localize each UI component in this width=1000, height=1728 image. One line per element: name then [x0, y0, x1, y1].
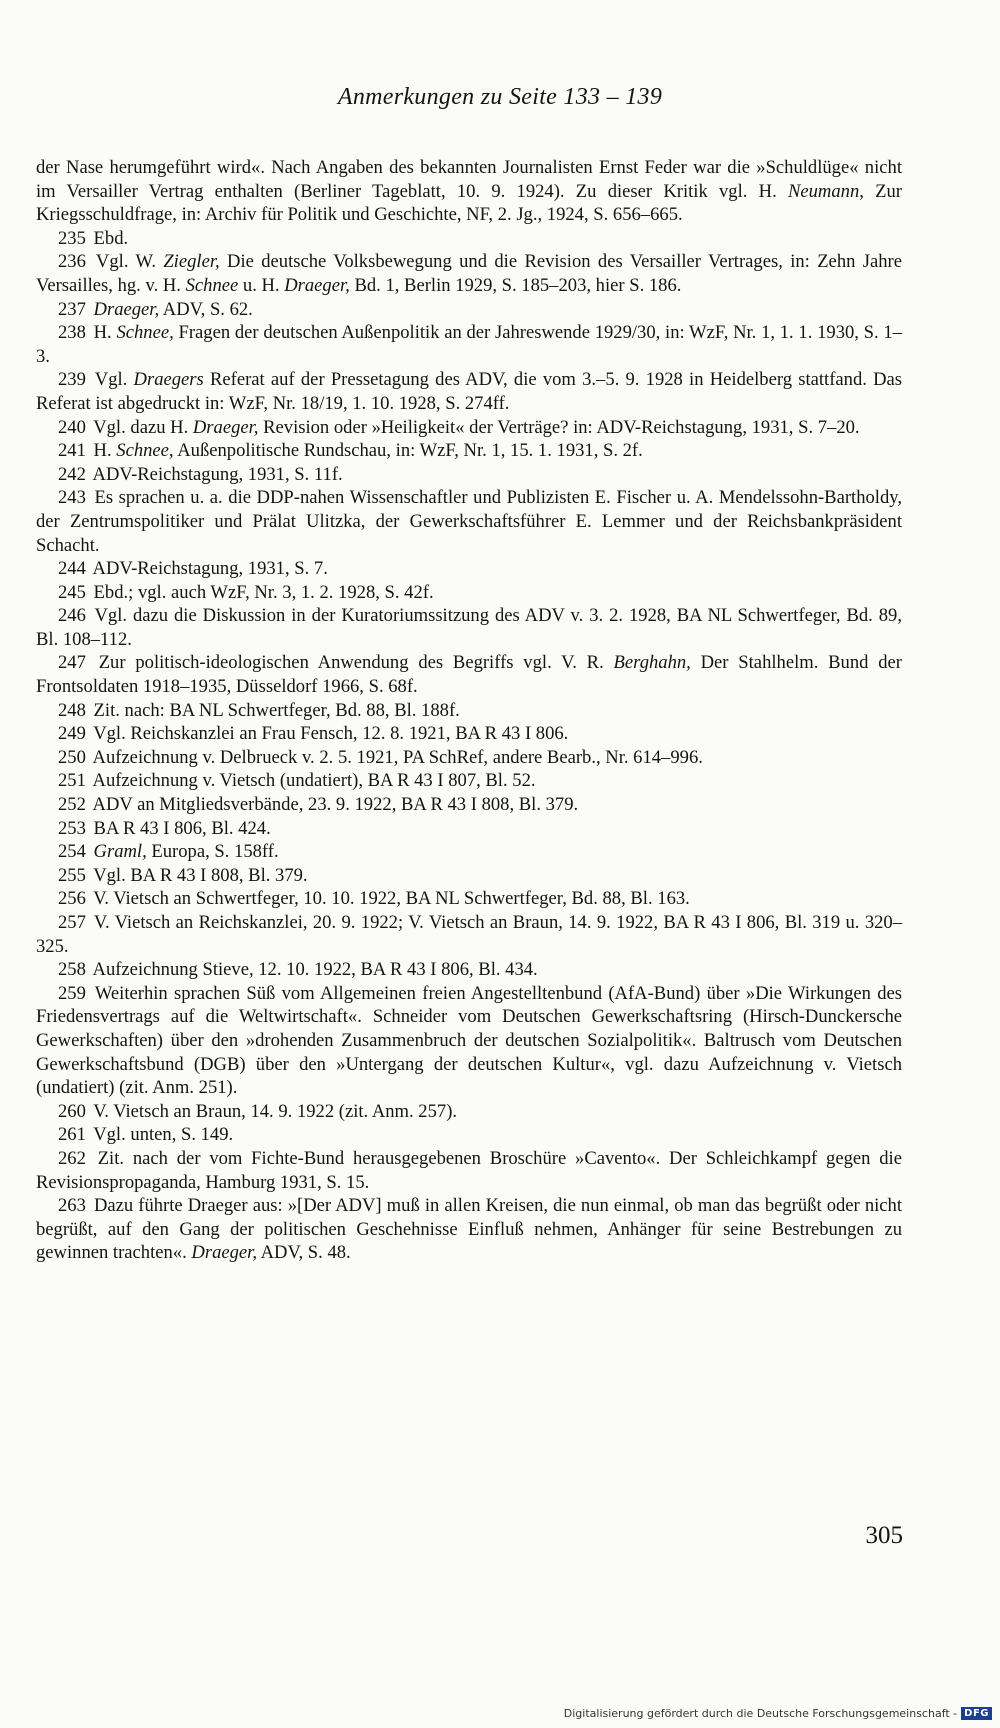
- endnote-text: H.: [93, 322, 117, 344]
- endnote-number: 258: [58, 959, 86, 981]
- endnote: [36, 416, 902, 440]
- endnote: [36, 557, 902, 581]
- endnote-number: 237: [58, 298, 86, 320]
- endnote-text: Aufzeichnung Stieve, 12. 10. 1922, BA R 43 I 806, Bl. 434.: [92, 959, 538, 981]
- endnote-author-italic: Draeger,: [284, 274, 350, 296]
- endnote-text: Vgl. unten, S. 149.: [93, 1124, 234, 1146]
- endnote-text: Zit. nach: BA NL Schwertfeger, Bd. 88, Bl. 188f.: [93, 699, 460, 721]
- endnote-text: Fragen der deutschen Außenpolitik an der Jahreswende 1929/30, in: WzF, Nr. 1, 1. 1. 1930, S. 1–3.: [36, 322, 902, 367]
- endnote-text: ADV an Mitgliedsverbände, 23. 9. 1922, BA R 43 I 808, Bl. 379.: [92, 794, 579, 816]
- endnote-text: BA R 43 I 806, Bl. 424.: [93, 817, 271, 839]
- endnote-text: Es sprachen u. a. die DDP-nahen Wissenschaftler und Publizisten E. Fischer u. A. Mendelssohn-Bartholdy, der Zentrumspolitiker und Prälat Ulitzka, der Gewerkschaftsführer E. Lemmer und der Reichsbankpräsident Schacht.: [36, 487, 902, 556]
- endnote-text: ADV, S. 48.: [257, 1242, 351, 1264]
- endnote-text: Vgl. dazu H.: [93, 416, 193, 438]
- endnote-number: 245: [58, 581, 86, 603]
- endnote-number: 247: [58, 652, 86, 674]
- endnote-number: 252: [58, 794, 86, 816]
- endnote-number: 246: [58, 605, 86, 627]
- endnote-text: Revision oder »Heiligkeit« der Verträge? in: ADV-Reichstagung, 1931, S. 7–20.: [258, 416, 860, 438]
- endnote-text: Vgl. Reichskanzlei an Frau Fensch, 12. 8. 1921, BA R 43 I 806.: [93, 723, 569, 745]
- endnote-author-italic: Draegers: [133, 369, 204, 391]
- endnote-author-italic: Graml,: [93, 841, 147, 863]
- endnote: [36, 911, 902, 958]
- endnote-text: Bd. 1, Berlin 1929, S. 185–203, hier S. 186.: [349, 274, 682, 296]
- endnote: [36, 604, 902, 651]
- endnote: [36, 817, 902, 841]
- endnote-author-italic: Draeger,: [93, 298, 160, 320]
- endnote-number: 236: [58, 251, 86, 273]
- endnote-number: 249: [58, 723, 86, 745]
- endnote: [36, 486, 902, 557]
- endnote: [36, 746, 902, 770]
- endnote: [36, 227, 902, 251]
- endnote-author-italic: Draeger,: [191, 1242, 257, 1264]
- endnote-text: Vgl. W.: [95, 251, 164, 273]
- digitization-footer: [564, 1707, 992, 1720]
- endnote-number: 235: [58, 227, 86, 249]
- endnote-text: Dazu führte Draeger aus: »[Der ADV] muß in allen Kreisen, die nun einmal, ob man das begrüßt oder nicht begrüßt, auf den Gang der politischen Geschehnisse Einfluß nehmen, Anhänger für seine Bestrebungen zu gewinnen trachten«.: [36, 1195, 902, 1264]
- dfg-logo: DFG: [961, 1707, 992, 1720]
- endnote: [36, 321, 902, 368]
- endnote-number: 262: [58, 1147, 86, 1169]
- endnote-text: Vgl. BA R 43 I 808, Bl. 379.: [93, 864, 308, 886]
- endnote-text: ADV-Reichstagung, 1931, S. 7.: [92, 558, 328, 580]
- endnote-number: 238: [58, 322, 86, 344]
- endnote-author-italic: Draeger,: [192, 416, 259, 438]
- endnote-text: V. Vietsch an Schwertfeger, 10. 10. 1922, BA NL Schwertfeger, Bd. 88, Bl. 163.: [93, 888, 690, 910]
- endnote-text: Ebd.: [93, 227, 129, 249]
- endnote-text: V. Vietsch an Braun, 14. 9. 1922 (zit. Anm. 257).: [93, 1100, 458, 1122]
- endnote-author-italic: Schnee,: [116, 440, 174, 462]
- endnote-text: Aufzeichnung v. Delbrueck v. 2. 5. 1921, PA SchRef, andere Bearb., Nr. 614–996.: [92, 746, 703, 768]
- endnote-text: ADV, S. 62.: [159, 298, 253, 320]
- endnote: [36, 298, 902, 322]
- endnote-number: 244: [58, 558, 86, 580]
- endnote-text: Außenpolitische Rundschau, in: WzF, Nr. 1, 15. 1. 1931, S. 2f.: [173, 440, 643, 462]
- endnotes-list: [36, 156, 902, 1265]
- endnote: [36, 581, 902, 605]
- endnote: [36, 864, 902, 888]
- endnote: [36, 463, 902, 487]
- endnote-text: Weiterhin sprachen Süß vom Allgemeinen freien Angestelltenbund (AfA-Bund) über »Die Wirkungen des Friedensvertrags auf die Weltwirtschaft«. Schneider vom Deutschen Gewerkschaftsring (Hirsch-Dunckersche Gewerkschaften) über den »drohenden Zusammenbruch der deutschen Sozialpolitik«. Baltrusch vom Deutschen Gewerkschaftsbund (DGB) über den »Untergang der deutschen Kultur«, vgl. dazu Aufzeichnung v. Vietsch (undatiert) (zit. Anm. 251).: [36, 982, 903, 1099]
- endnote: [36, 1194, 902, 1265]
- endnote-number: 253: [58, 817, 86, 839]
- endnote: [36, 769, 902, 793]
- endnote-author-italic: Berghahn,: [613, 652, 691, 674]
- endnote: [36, 958, 902, 982]
- endnote-text: Der Stahlhelm. Bund der Frontsoldaten 1918–1935, Düsseldorf 1966, S. 68f.: [36, 652, 902, 698]
- endnote-number: 261: [58, 1124, 86, 1146]
- running-header: Anmerkungen zu Seite 133 – 139: [337, 84, 663, 110]
- endnote: [36, 250, 902, 297]
- endnote-number: 248: [58, 699, 86, 721]
- endnote-number: 254: [58, 841, 86, 863]
- endnote-number: 250: [58, 746, 86, 768]
- endnote-number: 241: [58, 440, 86, 462]
- endnote-text: Vgl. dazu die Diskussion in der Kuratoriumssitzung des ADV v. 3. 2. 1928, BA NL Schwertfeger, Bd. 89, Bl. 108–112.: [36, 605, 902, 650]
- endnote-text: Aufzeichnung v. Vietsch (undatiert), BA R 43 I 807, Bl. 52.: [92, 770, 536, 792]
- endnote-author-italic: Schnee,: [116, 322, 174, 344]
- endnote: [36, 1100, 902, 1124]
- endnote-text: Zur politisch-ideologischen Anwendung des Begriffs vgl. V. R.: [98, 652, 614, 674]
- endnote-number: 257: [58, 912, 86, 933]
- endnote-number: 255: [58, 864, 86, 886]
- endnote-text: Europa, S. 158ff.: [146, 841, 279, 863]
- endnote-number: 239: [58, 369, 86, 391]
- footer-credit: Digitalisierung gefördert durch die Deutsche Forschungsgemeinschaft -: [563, 1707, 958, 1720]
- endnote-text: Referat auf der Pressetagung des ADV, die vom 3.–5. 9. 1928 in Heidelberg stattfand. Das Referat ist abgedruckt in: WzF, Nr. 18/19, 1. 10. 1928, S. 274ff.: [36, 369, 903, 414]
- endnote: [36, 439, 902, 463]
- endnote: [36, 793, 902, 817]
- endnote-author-italic: Neumann,: [787, 180, 864, 202]
- endnote: [36, 840, 902, 864]
- endnote: [36, 156, 902, 227]
- endnote-number: 256: [58, 888, 86, 910]
- endnote: [36, 887, 902, 911]
- endnote-text: u. H.: [238, 274, 285, 296]
- endnote: [36, 1147, 902, 1194]
- endnote-text: Vgl.: [94, 369, 134, 391]
- endnote-number: 242: [58, 463, 86, 485]
- endnote-text: der Nase herumgeführt wird«. Nach Angaben des bekannten Journalisten Ernst Feder war die »Schuldlüge« nicht im Versailler Vertrag enthalten (Berliner Tageblatt, 10. 9. 1924). Zu dieser Kritik vgl. H.: [36, 157, 902, 202]
- endnote: [36, 699, 902, 723]
- endnote: [36, 1123, 902, 1147]
- endnote-text: Ebd.; vgl. auch WzF, Nr. 3, 1. 2. 1928, S. 42f.: [93, 581, 434, 603]
- page-number: 305: [865, 1522, 903, 1549]
- endnote-author-italic: Schnee: [185, 274, 239, 296]
- endnote-number: 260: [58, 1100, 86, 1122]
- endnote-text: ADV-Reichstagung, 1931, S. 11f.: [92, 463, 343, 485]
- endnote: [36, 722, 902, 746]
- endnote-number: 251: [58, 770, 86, 792]
- endnote-text: H.: [93, 440, 117, 462]
- endnote-number: 259: [58, 982, 86, 1004]
- endnote-text: Zit. nach der vom Fichte-Bund herausgegebenen Broschüre »Cavento«. Der Schleichkampf gegen die Revisionspropaganda, Hamburg 1931, S. 15.: [36, 1147, 902, 1193]
- endnote-text: Die deutsche Volksbewegung und die Revision des Versailler Vertrages, in: Zehn Jahre Versailles, hg. v. H.: [36, 251, 902, 296]
- endnote-number: 240: [58, 416, 86, 438]
- endnote-text: Zur Kriegsschuldfrage, in: Archiv für Politik und Geschichte, NF, 2. Jg., 1924, S. 656–665.: [36, 180, 902, 226]
- endnote: [36, 651, 902, 698]
- endnote: [36, 982, 902, 1100]
- endnote-text: V. Vietsch an Reichskanzlei, 20. 9. 1922; V. Vietsch an Braun, 14. 9. 1922, BA R 43 I 806, Bl. 319 u. 320–325.: [36, 912, 903, 957]
- endnote: [36, 368, 902, 415]
- endnote-number: 243: [58, 487, 86, 509]
- endnote-number: 263: [58, 1195, 86, 1217]
- endnote-author-italic: Ziegler,: [163, 251, 220, 273]
